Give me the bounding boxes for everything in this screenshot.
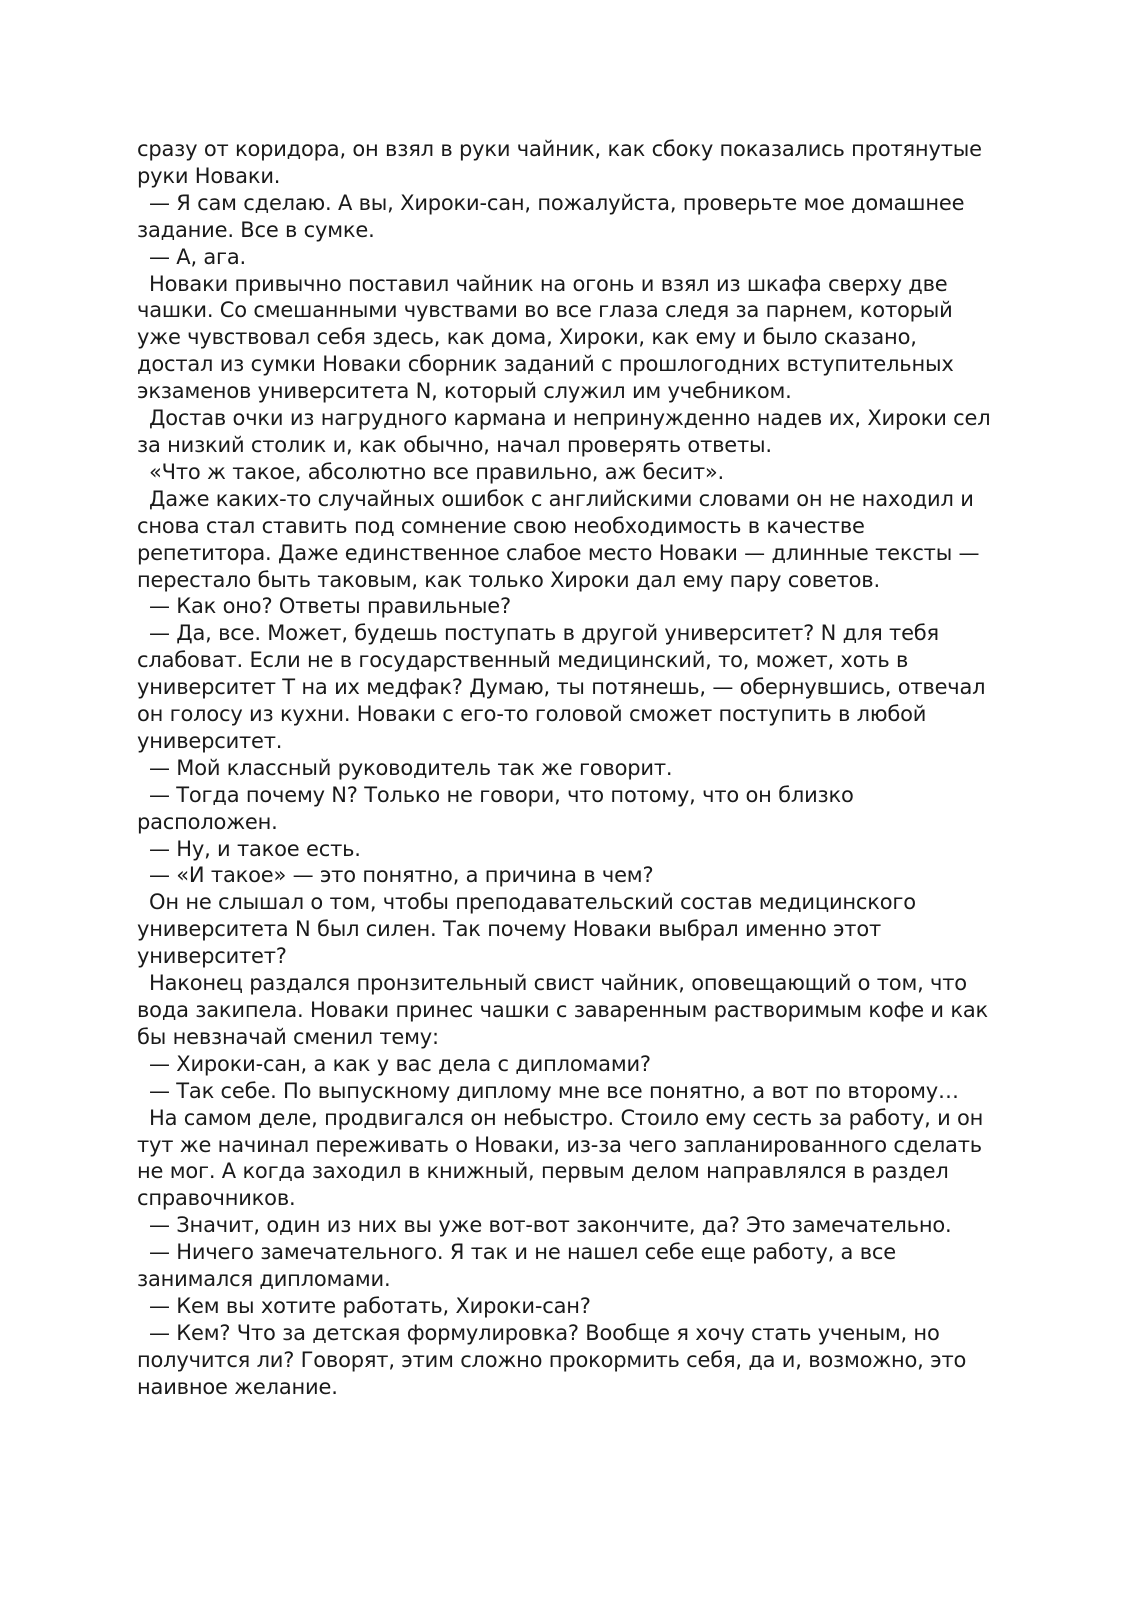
paragraph: — Кем? Что за детская формулировка? Вообще я хочу стать ученым, но получится ли? Говорят, этим сложно прокормить себя, да и, возможно, это наивное желание. — [137, 1320, 967, 1399]
paragraph: — Ну, и такое есть. — [149, 836, 361, 861]
body-text — [137, 136, 997, 1401]
paragraph: — Кем вы хотите работать, Хироки-сан? — [149, 1293, 591, 1318]
paragraph: Достав очки из нагрудного кармана и непринужденно надев их, Хироки сел за низкий столик и, как обычно, начал проверять ответы. — [137, 406, 991, 457]
paragraph: Новаки привычно поставил чайник на огонь и взял из шкафа сверху две чашки. Со смешанными чувствами во все глаза следя за парнем, который уже чувствовал себя здесь, как дома, Хироки, как ему и было сказано, достал из сумки Новаки сборник заданий с прошлогодних вступительных экзаменов университета N, который служил им учебником. — [137, 271, 954, 404]
paragraph: сразу от коридора, он взял в руки чайник, как сбоку показались протянутые руки Новаки. — [137, 137, 982, 188]
paragraph: — Хироки-сан, а как у вас дела с дипломами? — [149, 1051, 651, 1076]
paragraph: — Как оно? Ответы правильные? — [149, 594, 511, 619]
paragraph: — Я сам сделаю. А вы, Хироки-сан, пожалуйста, проверьте мое домашнее задание. Все в сумке. — [137, 190, 965, 242]
paragraph: — Ничего замечательного. Я так и не нашел себе еще работу, а все занимался дипломами. — [137, 1240, 896, 1292]
paragraph: — А, ага. — [149, 244, 247, 269]
paragraph: Даже каких-то случайных ошибок с английскими словами он не находил и снова стал ставить под сомнение свою необходимость в качестве репетитора. Даже единственное слабое место Новаки — длинные тексты — перестало быть таковым, как только Хироки дал ему пару советов. — [137, 486, 980, 592]
paragraph: — Да, все. Может, будешь поступать в другой университет? N для тебя слабоват. Если не в государственный медицинский, то, может, хоть в университет T на их медфак? Думаю, ты потянешь, — обернувшись, отвечал он голосу из кухни. Новаки с его-то головой сможет поступить в любой университет. — [137, 621, 986, 753]
paragraph: — Тогда почему N? Только не говори, что потому, что он близко расположен. — [137, 782, 854, 834]
paragraph: Наконец раздался пронзительный свист чайник, оповещающий о том, что вода закипела. Новаки принес чашки с заваренным растворимым кофе и как бы невзначай сменил тему: — [137, 971, 988, 1049]
paragraph: Он не слышал о том, чтобы преподавательский состав медицинского университета N был силен. Так почему Новаки выбрал именно этот университет? — [137, 890, 916, 969]
paragraph: — Значит, один из них вы уже вот-вот закончите, да? Это замечательно. — [149, 1213, 952, 1238]
paragraph: — «И такое» — это понятно, а причина в чем? — [149, 863, 654, 888]
paragraph: На самом деле, продвигался он небыстро. Стоило ему сесть за работу, и он тут же начинал переживать о Новаки, из-за чего запланированного сделать не мог. А когда заходил в книжный, первым делом направлялся в раздел справочников. — [137, 1105, 984, 1211]
paragraph: — Мой классный руководитель так же говорит. — [149, 755, 673, 780]
paragraph: «Что ж такое, абсолютно все правильно, аж бесит». — [149, 459, 724, 484]
paragraph: — Так себе. По выпускному диплому мне все понятно, а вот по второму… — [149, 1078, 959, 1103]
